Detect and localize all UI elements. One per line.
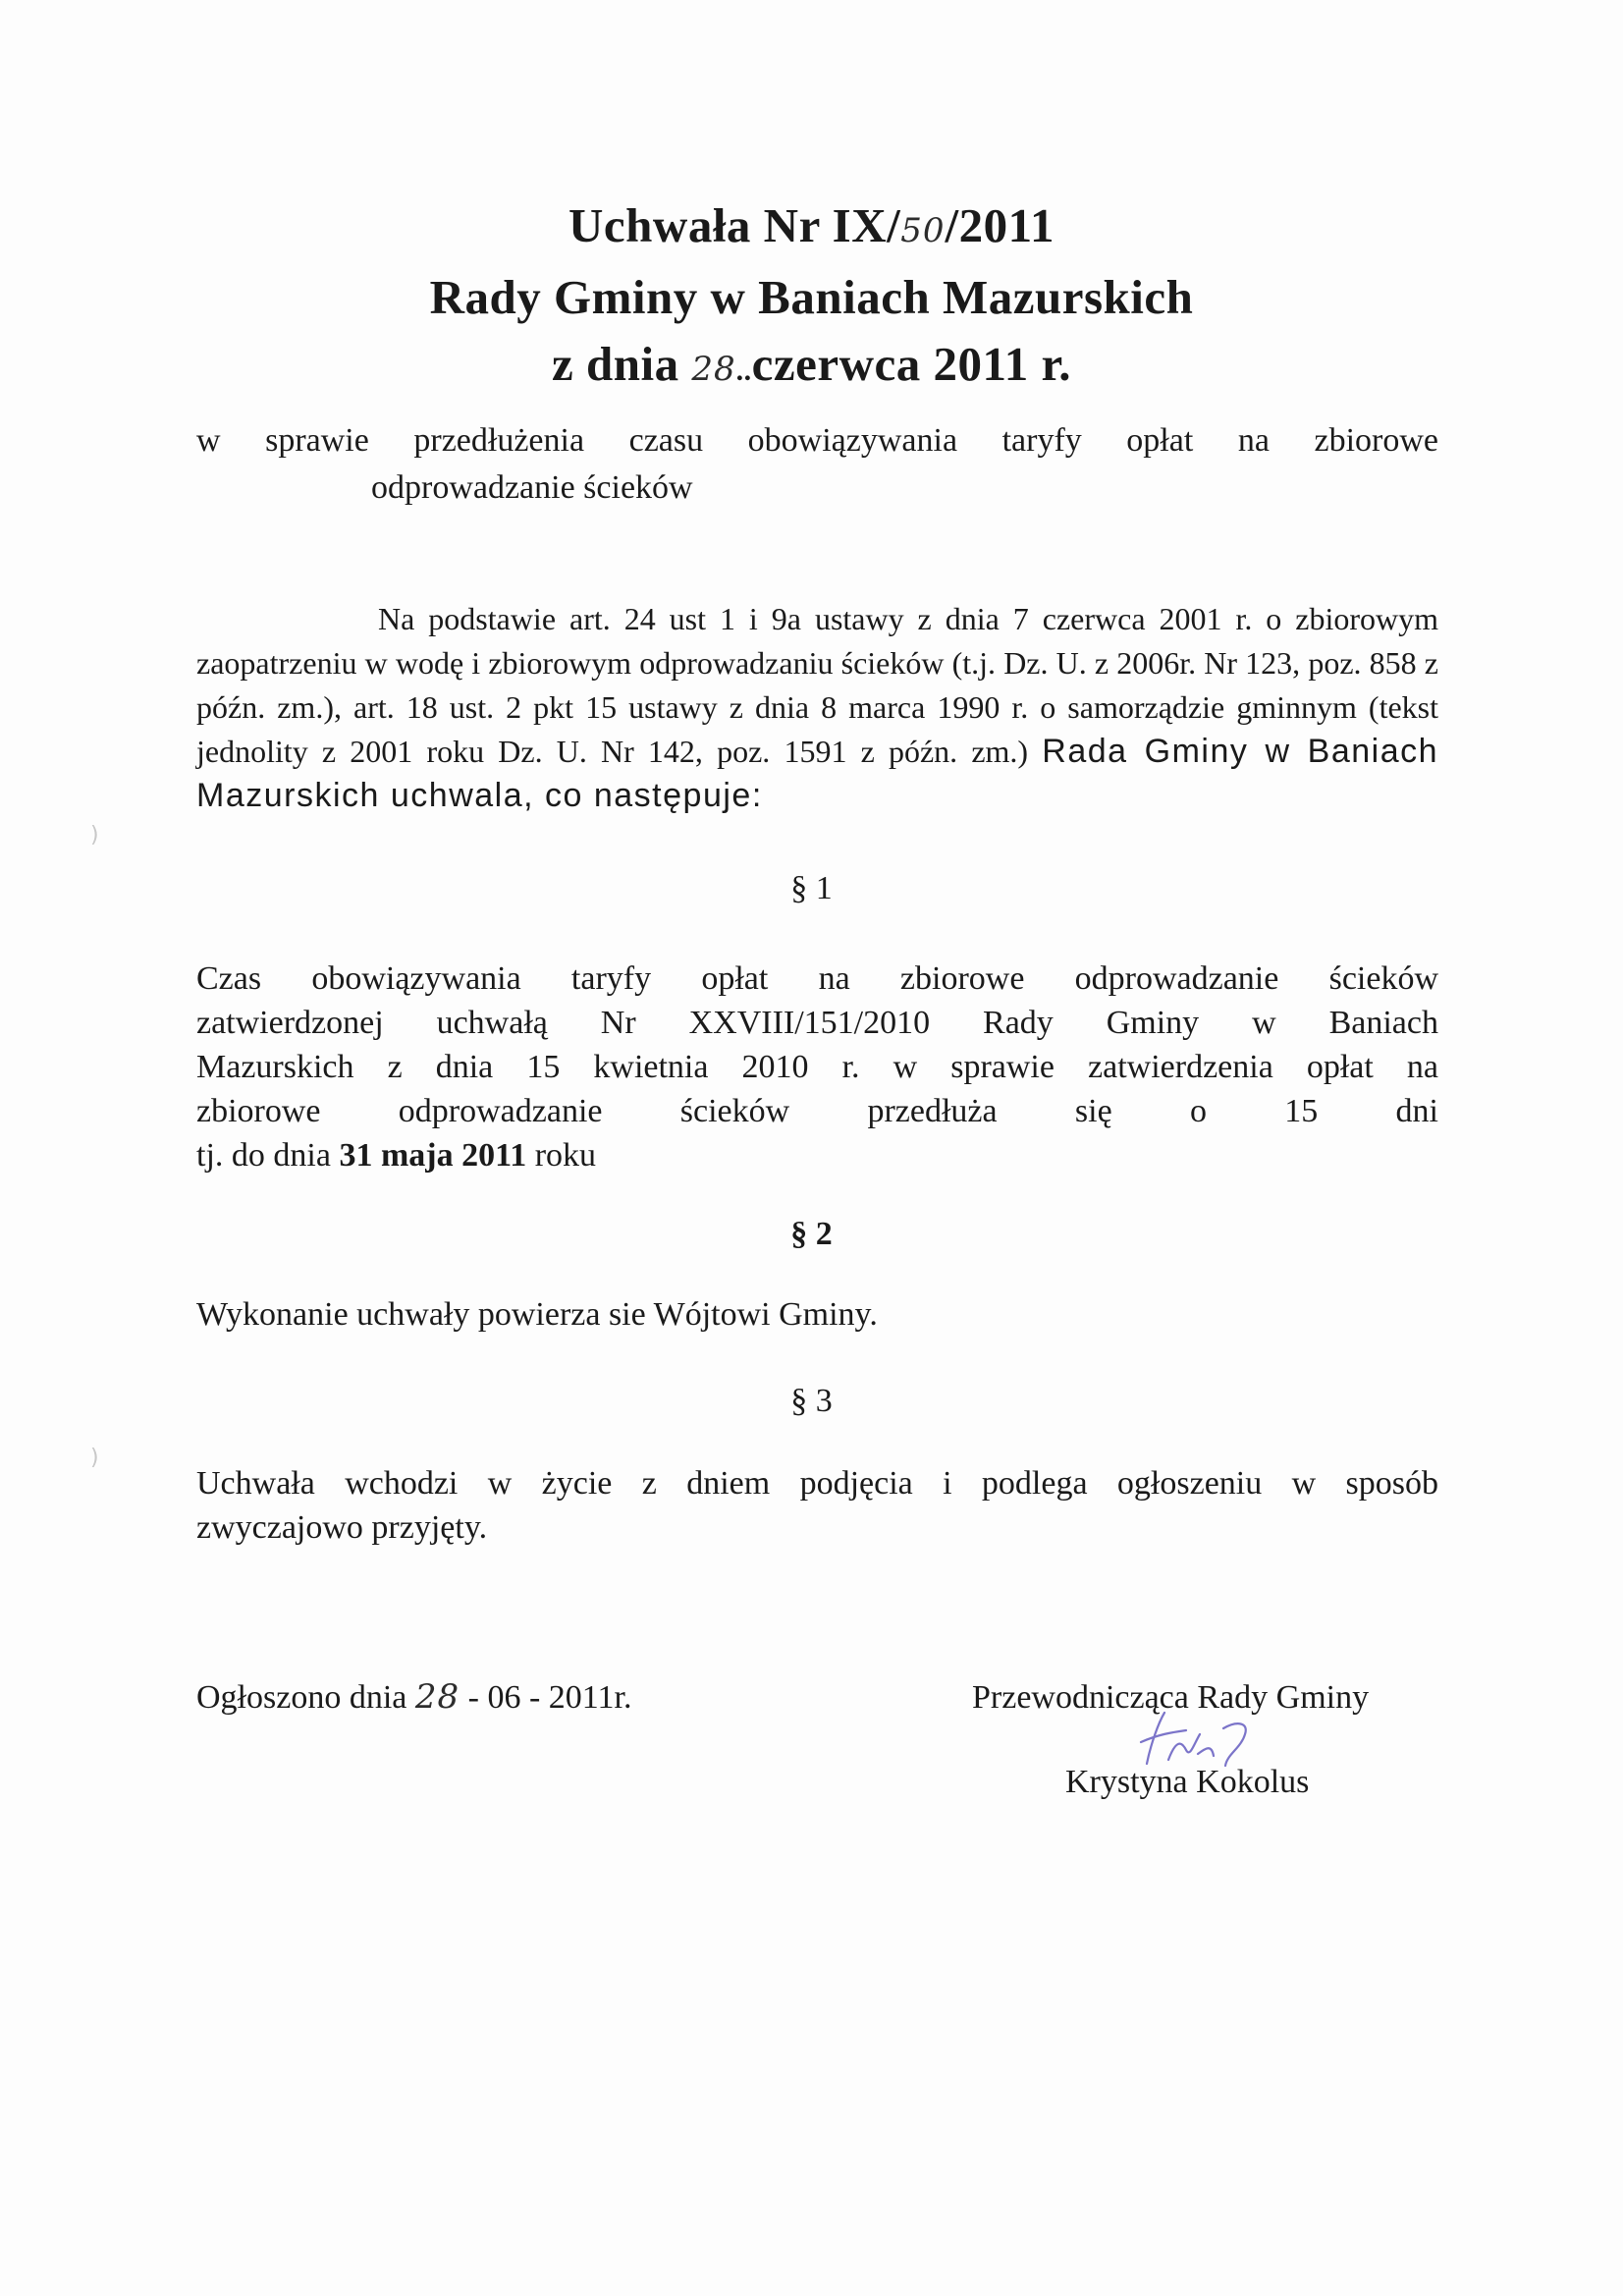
section-3-text — [196, 1461, 1438, 1550]
council-name: Rady Gminy w Baniach Mazurskich — [429, 270, 1194, 324]
section-1-line: Mazurskich z dnia 15 kwietnia 2010 r. w sprawie zatwierdzenia opłat na — [196, 1049, 1438, 1085]
handwritten-number: 50 — [900, 211, 946, 250]
scan-margin-mark: ) — [90, 823, 99, 847]
section-mark-1: § 1 — [790, 870, 833, 906]
subject-line: odprowadzanie ścieków — [371, 469, 693, 506]
deadline-date: 31 maja 2011 — [339, 1137, 527, 1174]
resolution-subject — [196, 417, 1438, 512]
announcement-date: Ogłoszono dnia 28 - 06 - 2011r. — [196, 1677, 632, 1717]
section-mark-2: § 2 — [790, 1216, 833, 1252]
section-3-line: Uchwała wchodzi w życie z dniem podjęcia i podlega ogłoszeniu w sposób — [196, 1465, 1438, 1502]
resolution-header — [0, 192, 1623, 405]
section-1-line: Czas obowiązywania taryfy opłat na zbiorowe odprowadzanie ścieków — [196, 960, 1438, 997]
section-1-line: tj. do dnia 31 maja 2011 roku — [196, 1137, 597, 1174]
signer-title: Przewodnicząca Rady Gminy — [972, 1679, 1370, 1716]
scan-margin-mark: ) — [90, 1446, 99, 1470]
section-2-text: Wykonanie uchwały powierza sie Wójtowi Gminy. — [196, 1296, 878, 1333]
subject-line: w sprawie przedłużenia czasu obowiązywania taryfy opłat na zbiorowe — [196, 422, 1438, 459]
section-1-line: zbiorowe odprowadzanie ścieków przedłuża się o 15 dni — [196, 1093, 1438, 1129]
legal-basis-paragraph — [196, 597, 1438, 818]
handwritten-day: 28 — [691, 350, 736, 389]
section-3-line: zwyczajowo przyjęty. — [196, 1509, 488, 1546]
resolution-title: Uchwała Nr IX/50/2011 — [568, 198, 1055, 252]
enacting-clause: Rada Gminy w Baniach Mazurskich uchwala, co następuje: — [196, 733, 1439, 814]
resolution-date: z dnia 28..czerwca 2011 r. — [551, 337, 1072, 391]
handwritten-announcement-day: 28 — [414, 1677, 460, 1717]
section-1-text — [196, 957, 1438, 1177]
section-1-line: zatwierdzonej uchwałą Nr XXVIII/151/2010 Rady Gminy w Baniach — [196, 1005, 1438, 1041]
signer-name: Krystyna Kokolus — [1065, 1764, 1310, 1800]
legal-basis-text: Na podstawie art. 24 ust 1 i 9a ustawy z dnia 7 czerwca 2001 r. o zbiorowym zaopatrzeniu w wodę i zbiorowym odprowadzaniu ścieków (t.j. Dz. U. z 2006r. Nr 123, poz. 858 z późn. zm.), art. 18 ust. 2 pkt 15 ustawy z dnia 8 marca 1990 r. o samorządzie gminnym (tekst jednolity z 2001 roku Dz. U. Nr 142, poz. 1591 z późn. zm.) — [196, 601, 1438, 769]
section-mark-3: § 3 — [790, 1383, 833, 1419]
